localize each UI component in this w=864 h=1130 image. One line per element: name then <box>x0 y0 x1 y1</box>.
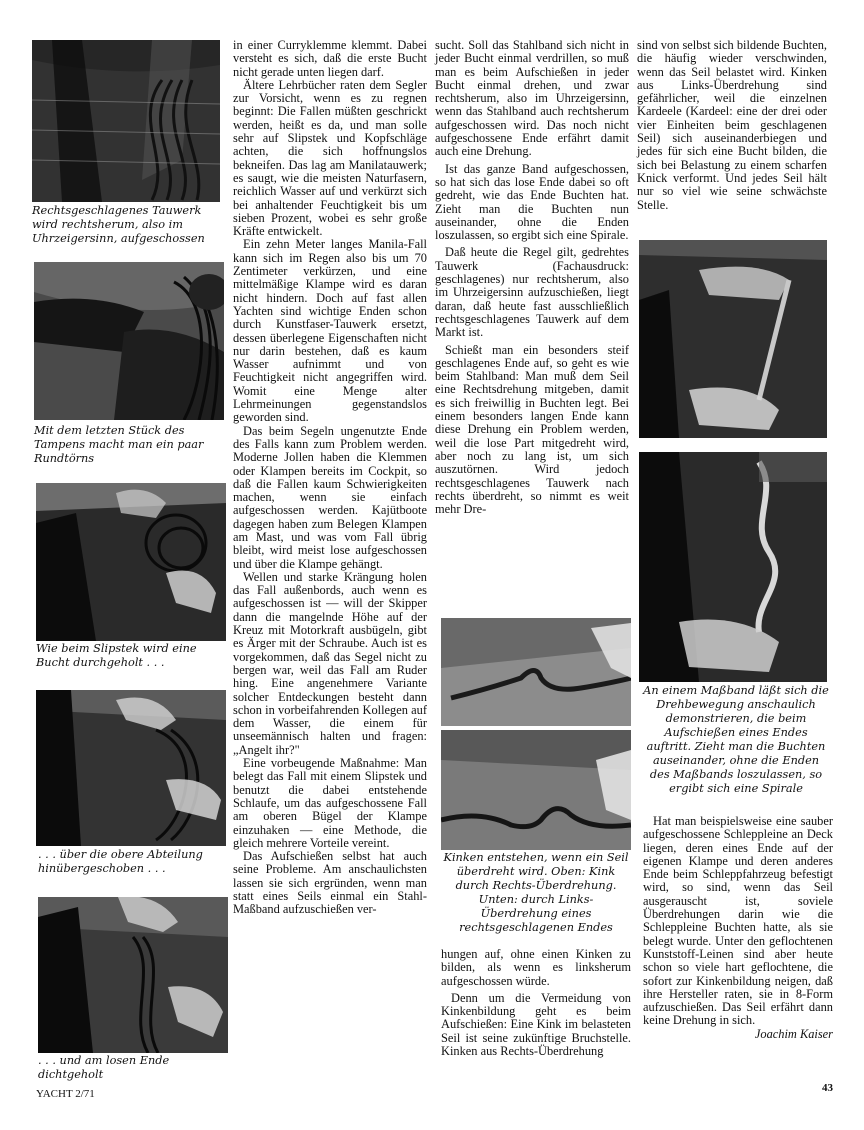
text-column-2 <box>233 39 427 917</box>
caption-photo-2 <box>34 424 226 466</box>
photo-kink-bottom <box>441 730 631 850</box>
paragraph: Daß heute die Regel gilt, gedrehtes Tauwerk (Fachausdruck: geschlagenes) nur rechtsherum, also im Uhrzeigersinn aufzuschießen, liegt daran, daß heute fast ausschließlich rechtsgeschlagenes Tauwerk auf dem Markt ist. <box>435 245 629 340</box>
photo-rope-coil-5 <box>38 897 228 1053</box>
paragraph: sucht. Soll das Stahlband sich nicht in jeder Bucht einmal verdrillen, so muß man es beim Aufschießen in jeder Bucht einmal drehen, und zwar rechtsherum, also im Uhrzeigersinn, wenn das Stahlband auch rechtsherum aufgeschossen wird. Das noch nicht aufgeschossene Ende erfährt damit auch eine Drehung. <box>435 38 629 159</box>
photo-tape-measure-2 <box>639 452 827 682</box>
paragraph: Das beim Segeln ungenutzte Ende des Falls kann zum Problem werden. Moderne Jollen haben die Klemmen oder Klampen bereits im Cockpit, so daß die Fallen kaum Schwierigkeiten machen, wenn sie einfach aufgeschossen werden. Kajütboote dagegen haben zum Belegen Klampen am Mast, und was vom Fall übrig bleibt, wird meist lose aufgeschossen und über die Klampe gehängt. <box>233 423 427 571</box>
paragraph: sind von selbst sich bildende Buchten, die häufig wieder verschwinden, wenn das Seil belastet wird. Kinken aus Links-Überdrehung sind gefährlicher, weil die einzelnen Kardeele (Kardeel: eine der drei oder vier Einheiten beim geschlagenen Seil) sich auseinanderbiegen und jedes für sich eine Bucht bilden, die sich bei Belastung zu einem scharfen Knick verformt. Und jedes Seil hält nur so viel wie seine schwächste Stelle. <box>637 38 827 212</box>
caption-photo-3 <box>36 642 228 670</box>
text-column-3-lower <box>441 948 631 1058</box>
photo-rope-coil-1 <box>32 40 220 202</box>
text-column-3 <box>435 39 629 516</box>
photo-tape-measure-1 <box>639 240 827 438</box>
caption-photo-5 <box>38 1054 230 1082</box>
page-number <box>822 1082 833 1094</box>
caption-text: Mit dem letzten Stück des Tampens macht man ein paar Rundtörns <box>34 424 204 465</box>
magazine-footer <box>36 1088 95 1100</box>
caption-tape-measure <box>643 684 829 796</box>
text-column-4-lower <box>643 815 833 1041</box>
caption-text: Kinken entstehen, wenn ein Seil überdreht wird. Oben: Kink durch Rechts-Überdrehung. Unten: durch Links-Überdrehung eines rechtsgeschlagenen Endes <box>443 851 629 934</box>
caption-kinks <box>441 851 631 935</box>
caption-text: Wie beim Slipstek wird eine Bucht durchgeholt . . . <box>36 642 197 669</box>
paragraph: in einer Curryklemme klemmt. Dabei versteht es sich, daß die erste Bucht nicht gerade unten liegen darf. <box>233 38 427 79</box>
paragraph: Schießt man ein besonders steif geschlagenes Ende auf, so geht es wie beim Stahlband: Man muß dem Seil eine Rechtsdrehung mitgeben, damit es sich freiwillig in Buchten legt. Bei einem besonders langen Ende kann diese Drehung ein Problem werden, weil die lose Part mitgedreht wird, aber noch zu lang ist, um sich auszutörnen. Wird jedoch rechtsgeschlagenes Tauwerk nach rechts überdreht, so nimmt es weit mehr Dre- <box>435 342 629 517</box>
caption-text: Rechtsgeschlagenes Tauwerk wird rechtsherum, also im Uhrzeigersinn, aufgeschossen <box>32 204 205 245</box>
magazine-issue: YACHT 2/71 <box>36 1088 95 1100</box>
paragraph: hungen auf, ohne einen Kinken zu bilden, als wenn es linksherum aufgeschossen würde. <box>441 947 631 988</box>
paragraph: Ein zehn Meter langes Manila-Fall kann sich im Regen also bis um 70 Zentimeter verkürzen, und eine mittelmäßige Klampe wird es daran nicht hindern. Doch auf fast allen Yachten sind wichtige Enden schon durch Kunstfaser-Tauwerk ersetzt, dessen überlegene Eigenschaften nicht nur darin bestehen, daß es kaum Wasser aufnimmt und von Feuchtigkeit nicht angegriffen wird. Womit eine Menge alter Lehrmeinungen gegenstandslos geworden sind. <box>233 237 427 425</box>
paragraph: Ist das ganze Band aufgeschossen, so hat sich das lose Ende dabei so oft gedreht, wie das Ende Buchten hat. Zieht man die Buchten nun auseinander, ohne die Enden loszulassen, so ergibt sich eine Spirale. <box>435 161 629 243</box>
photo-kink-top <box>441 618 631 726</box>
text-column-4 <box>637 39 827 212</box>
paragraph: Denn um die Vermeidung von Kinkenbildung geht es beim Aufschießen: Eine Kink im belasteten Seil ist seine zukünftige Bruchstelle. Kinken aus Rechts-Überdrehung <box>441 990 631 1059</box>
photo-rope-coil-2 <box>34 262 224 420</box>
caption-text: . . . über die obere Abteilung hinübergeschoben . . . <box>38 848 203 875</box>
photo-rope-coil-4 <box>36 690 226 846</box>
paragraph: Eine vorbeugende Maßnahme: Man belegt das Fall mit einem Slipstek und benutzt die dabei entstehende Schlaufe, um das aufgeschossene Fall am oberen Bügel der Klampe einzuhaken — eine Methode, die gleich mehrere Vorteile vereint. <box>233 756 427 850</box>
paragraph: Hat man beispielsweise eine sauber aufgeschossene Schleppleine an Deck liegen, deren eines Ende auf der eigenen Klampe und deren anderes Ende beim Schleppfahrzeug befestigt wird, so sind, wenn das Seil ausgerauscht ist, soviele Überdrehungen darin wie die Schleppleine Buchten hatte, als sie belegt wurde. Unter den geflochtenen Kunststoff-Leinen sind aber heute schon so viele hart geflochtene, die sofort zur Kinkenbildung neigen, daß ihre Hersteller raten, sie in 8-Form aufzuschießen. Das Seil erfährt dann keine Drehung in sich. <box>643 814 833 1028</box>
caption-text: . . . und am losen Ende dichtgeholt <box>38 1054 170 1081</box>
paragraph: Das Aufschießen selbst hat auch seine Probleme. Am anschaulichsten lassen sie sich ergründen, wenn man statt eines Seils einmal ein Stahl-Maßband aufzuschießen ver- <box>233 849 427 917</box>
caption-photo-1 <box>32 204 224 246</box>
caption-photo-4 <box>38 848 230 876</box>
caption-text: An einem Maßband läßt sich die Drehbewegung anschaulich demonstrieren, die beim Aufschießen eines Endes auftritt. Zieht man die Buchten auseinander, ohne die Enden des Maßbands loszulassen, so ergibt sich eine Spirale <box>643 684 829 795</box>
paragraph: Ältere Lehrbücher raten dem Segler zur Vorsicht, wenn es zu regnen beginnt: Die Fallen müßten geschrickt werden, heißt es da, und man solle sehr auf Slipstek und Kopfschläge achten, die sich hoffnungslos bekneifen. Das lag am Manilatauwerk; es saugt, wie die meisten Naturfasern, reichlich Wasser auf und verkürzt sich bei anhaltender Feuchtigkeit bis um sieben Prozent, wobei es sehr große Kräfte entwickelt. <box>233 77 427 239</box>
author-signature: Joachim Kaiser <box>754 1026 833 1041</box>
paragraph: Wellen und starke Krängung holen das Fall außenbords, auch wenn es aufgeschossen ist — will der Skipper dann die mangelnde Höhe auf der Kreuz mit Motorkraft ausbügeln, gibt es Ärger mit der Schraube. Auch ist es vorgekommen, daß das Segel nicht zu bergen war, weil das Fall am Ruder hing. Eine angenehmere Variante solcher Entdeckungen besteht dann schon in vorbeifahrenden Kollegen auf dem Wasser, die einem für unseemännisch halten und fragen: „Angelt ihr?" <box>233 569 427 757</box>
photo-rope-coil-3 <box>36 483 226 641</box>
page-number-text: 43 <box>822 1082 833 1094</box>
